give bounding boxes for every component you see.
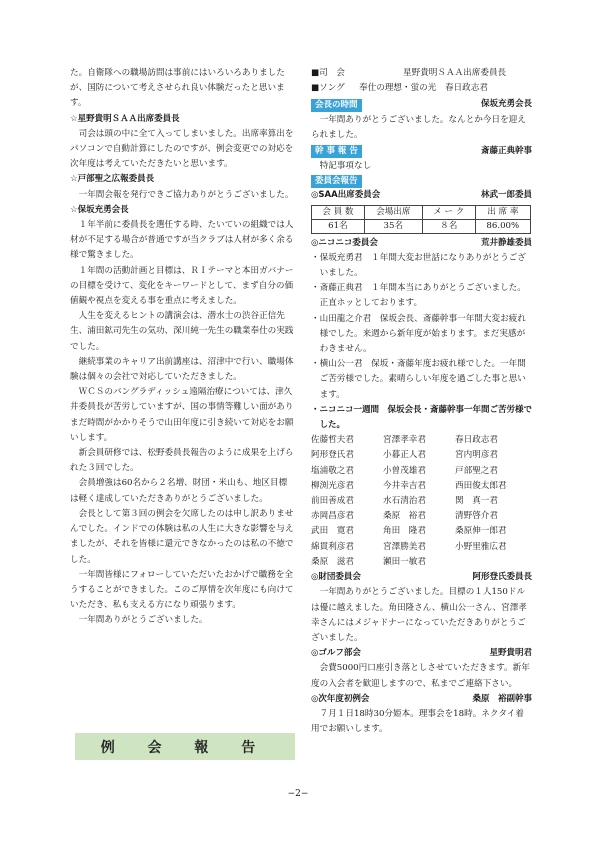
next-meeting-title: ◎次年度初例会 <box>311 693 370 704</box>
table-cell: 86.00% <box>475 219 530 233</box>
niko-title: ◎ニコニコ委員会 <box>311 237 378 248</box>
order-label: ■ソング <box>311 83 345 94</box>
secretary-text: 特記事項なし <box>319 161 372 172</box>
list-item: ・山田龍之介君 保坂会長、斎藤幹事一年間大変お疲れ様でした。来週から新年度が始まります。まだ実感がわきません。 <box>311 313 526 355</box>
member-name: 宮内明彦君 <box>455 450 498 461</box>
names-row <box>311 494 532 509</box>
names-row <box>311 433 532 448</box>
next-meeting-text: ７月１日18時30分姫本。理事会を18時。ネクタイ着用でお願いします。 <box>311 708 524 735</box>
meeting-order-row <box>311 66 532 81</box>
foundation-header <box>311 570 532 585</box>
paragraph: 一年間会報を発行できご協力ありがとうございました。 <box>78 189 294 200</box>
paragraph: 会員増強は60名から２名増、財団・米山も、地区目標は軽く達成していただきありがとうございました。 <box>70 478 288 504</box>
paragraph: ＷＣＳのバングラディッシュ遠隔治療については、津久井委員長が苦労していますが、国の事情等難しい面がありまだ時間がかかりそうで山田年度に引き続いて対応をお願いします。 <box>70 387 294 443</box>
member-name: 小曽茂雄君 <box>383 465 426 476</box>
niko-name: 荒井静雄委員 <box>480 237 532 248</box>
member-name: 宮澤孝幸君 <box>383 435 426 446</box>
president-header <box>311 97 532 112</box>
member-name: 清野啓介君 <box>455 511 498 522</box>
names-list <box>311 433 532 570</box>
order-text: 奉仕の理想・蛍の光 春日政志君 <box>359 83 488 94</box>
foundation-text: 一年間ありがとうございました。目標の１人150ドルは優に越えました。角田隆さん、横山公一さん、宮澤孝幸さんにはメジャドナーになっていただきありがとうございました。 <box>311 587 527 643</box>
meeting-order-row <box>311 81 532 96</box>
table-header-cell: 出 席 率 <box>475 205 530 219</box>
secretary-header <box>311 144 532 159</box>
member-name: 角田 隆君 <box>383 526 426 537</box>
page-number: −2− <box>287 789 309 799</box>
committee-header <box>311 175 532 188</box>
paragraph: た。自衛隊への職場訪問は事前にはいろいろありましたが、国防について考えさせられ良い体験だったと思います。 <box>70 68 285 109</box>
left-column <box>70 66 295 629</box>
president-text: 一年間ありがとうございました。なんとか今日を迎えられました。 <box>311 114 526 140</box>
section-heading: ☆星野貴明ＳＡＡ出席委員長 <box>70 113 180 124</box>
member-name: 小暮正人君 <box>383 450 426 461</box>
foundation-name: 阿形登氏委員長 <box>472 572 532 583</box>
member-name <box>455 555 527 570</box>
member-name: 前田善成君 <box>311 496 354 507</box>
table-header-cell: 会場出席 <box>364 205 422 219</box>
paragraph: 人生を変えるヒントの講演会は、潜水士の渋谷正信先生、浦田鉱司先生の気功、深川純一先生の職業奉仕の実践でした。 <box>70 311 294 352</box>
next-meeting-header <box>311 692 532 707</box>
paragraph: 新会員研修では、松野委員長報告のように成果を上げられた３回でした。 <box>70 448 294 474</box>
report-banner <box>75 733 295 760</box>
names-row <box>311 540 532 555</box>
president-band: 会長の時間 <box>311 99 362 112</box>
section-heading: ☆保坂充勇会長 <box>70 204 129 215</box>
secretary-band: 幹 事 報 告 <box>311 145 362 158</box>
member-name: 佐藤哲夫君 <box>311 435 354 446</box>
saa-name: 林武一郎委員 <box>480 190 532 201</box>
order-text: 星野貴明ＳＡＡ出席委員長 <box>403 68 507 78</box>
member-name: 桑原 裕君 <box>383 511 426 522</box>
next-meeting-name: 桑原 裕副幹事 <box>472 693 532 704</box>
section-heading: ☆戸部聖之広報委員長 <box>70 174 155 185</box>
member-name: 赤岡昌彦君 <box>311 511 354 522</box>
golf-title: ◎ゴルフ部会 <box>311 648 361 659</box>
member-name: 小野里雅広君 <box>455 541 507 552</box>
foundation-title: ◎財団委員会 <box>311 572 361 583</box>
paragraph: 会長として第３回の例会を欠席したのは申し訳ありませんでした。インドでの体験は私の人生に大きな影響を与えましたが、それを皆様に還元できなかったのは私の不徳でした。 <box>70 508 294 565</box>
table-cell: 61名 <box>312 219 365 233</box>
saa-title: ◎SAA出席委員会 <box>311 190 381 201</box>
paragraph: １年半前に委員長を選任する時、たいていの組織では人材が不足する場合が普通ですが当クラブは人材が多く余る様で驚きました。 <box>70 220 294 261</box>
member-name: 桑原伸一郎君 <box>455 526 507 537</box>
saa-header <box>311 188 532 203</box>
member-name: 柳渕光彦君 <box>311 480 354 491</box>
member-name: 今井幸吉君 <box>383 480 426 491</box>
order-label: ■司 会 <box>311 68 345 78</box>
paragraph: 司会は頭の中に全て入ってしまいました。出席率算出をパソコンで自動計算にしたのですが、例会変更での対応を次年度は考えていただきたいと思います。 <box>70 128 294 170</box>
names-row <box>311 555 532 570</box>
list-item: ・斎藤正典君 １年間本当にありがとうございました。正直ホッとしております。 <box>311 283 526 309</box>
golf-name: 星野貴明君 <box>489 648 532 659</box>
member-name: 戸部聖之君 <box>455 465 498 476</box>
niko-header <box>311 236 532 251</box>
table-cell: ８名 <box>422 219 475 233</box>
report-title: 例 会 報 告 <box>100 739 270 756</box>
secretary-name: 斎藤正典幹事 <box>480 146 532 157</box>
table-header-cell: 会 員 数 <box>312 205 365 219</box>
member-name: 西田俊太郎君 <box>455 480 507 491</box>
table-header-cell: メ ー ク <box>422 205 475 219</box>
committee-band: 委員会報告 <box>311 175 362 188</box>
member-name: 春日政志君 <box>455 435 498 446</box>
member-name: 水石清治君 <box>383 496 426 507</box>
list-item: ・保坂充勇君 １年間大変お世話になりありがとうございました。 <box>311 252 526 279</box>
member-name: 瀬田一敏君 <box>383 556 426 567</box>
member-name: 宮澤勝美君 <box>383 541 426 552</box>
member-name: 綿貫利彦君 <box>311 541 354 552</box>
names-row <box>311 509 532 524</box>
table-row <box>312 219 531 233</box>
paragraph: 一年間ありがとうございました。 <box>78 615 208 626</box>
names-row <box>311 448 532 463</box>
names-row <box>311 479 532 494</box>
table-cell: 35名 <box>364 219 422 233</box>
golf-text: 会費5000円口座引き落としさせていただきます。新年度の入会者を歓迎しますので、私までご連絡下さい。 <box>311 663 530 689</box>
paragraph: １年間の活動計画と目標は、ＲＩテーマと本田ガバナーの目標を受けて、変化をキーワードとして、まず自分の価値観や視点を変える事を重点に考えました。 <box>70 265 294 307</box>
president-name: 保坂充勇会長 <box>480 99 532 110</box>
week-title: ・ニコニコ一週間 保坂会長・斎藤幹事一年間ご苦労様でした。 <box>311 404 533 431</box>
member-name: 関 真一君 <box>455 496 498 507</box>
member-name: 武田 寛君 <box>311 526 354 537</box>
table-header-row <box>312 205 531 219</box>
names-row <box>311 464 532 479</box>
golf-header <box>311 646 532 661</box>
member-name: 塩浦敬之君 <box>311 465 354 476</box>
list-item: ・横山公一君 保坂・斎藤年度お疲れ様でした。一年間ご苦労様でした。素晴らしい年度を過ごした事と思います。 <box>311 359 526 400</box>
paragraph: 一年間皆様にフォローしていただいたおかげで職務を全うすることができました。このご厚情を次年度にも向けていただき、私も支える方になり頑張ります。 <box>70 569 294 611</box>
names-row <box>311 524 532 539</box>
paragraph: 継続事業のキャリア出前講座は、沼津中で行い、職場体験は個々の会社で対応していただきました。 <box>70 356 294 383</box>
attendance-table <box>311 205 531 234</box>
member-name: 桑原 滋君 <box>311 556 354 567</box>
right-column <box>311 66 532 737</box>
member-name: 阿形登氏君 <box>311 450 354 461</box>
